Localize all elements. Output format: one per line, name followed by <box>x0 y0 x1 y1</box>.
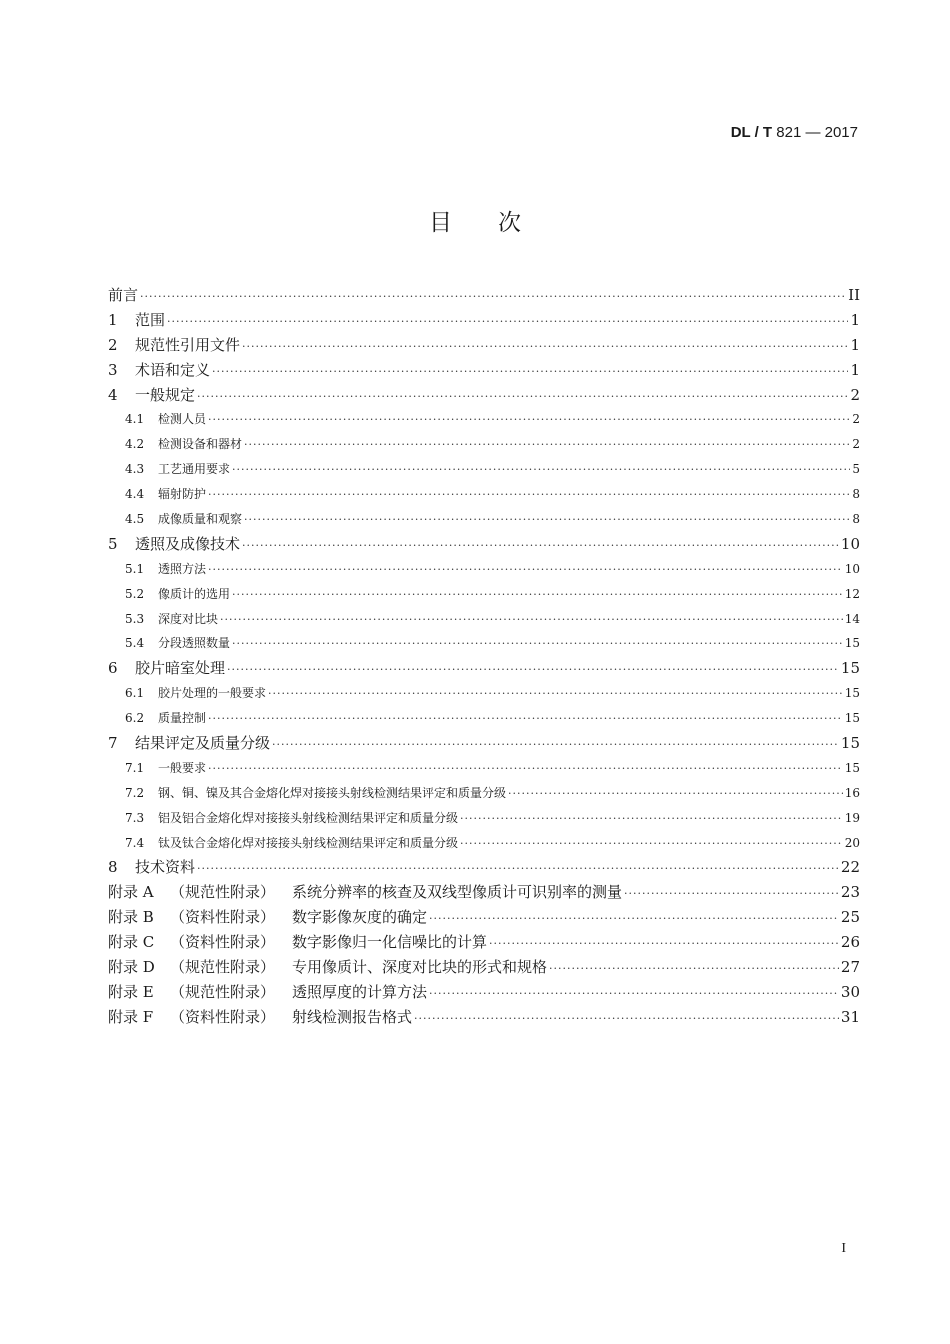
toc-page-number: 15 <box>840 734 860 753</box>
toc-dot-leader <box>508 782 843 807</box>
toc-entry-title: 铝及铝合金熔化焊对接接头射线检测结果评定和质量分级 <box>158 810 459 825</box>
toc-entry-number: 附录 B <box>108 908 154 927</box>
toc-dot-leader <box>232 458 850 483</box>
page-title: 目次 <box>429 210 567 236</box>
toc-entry-number: 6.1 <box>125 686 145 701</box>
toc-page-number: 2 <box>852 437 860 452</box>
toc-entry-title: 工艺通用要求 <box>158 462 231 477</box>
toc-dot-leader <box>549 957 839 982</box>
toc-entry-title: 像质计的选用 <box>158 586 231 601</box>
toc-entry-title: 规范性引用文件 <box>135 335 241 354</box>
toc-entry-number: 4.4 <box>125 487 145 502</box>
toc-entry-title: 深度对比块 <box>158 611 219 626</box>
toc-dot-leader <box>232 583 843 608</box>
toc-entry-number: 4.5 <box>125 512 145 527</box>
toc-entry <box>108 781 860 806</box>
toc-page-number: 1 <box>850 310 860 329</box>
toc-entry <box>108 383 860 408</box>
toc-page-number: 2 <box>852 412 860 427</box>
toc-page-number: 5 <box>852 462 860 477</box>
toc-page-number: 20 <box>844 835 860 850</box>
toc-entry <box>108 656 860 681</box>
toc-appendix-type: （资料性附录） <box>170 908 276 927</box>
toc-page-number: 25 <box>840 908 860 927</box>
toc-entry-number: 附录 A <box>108 883 154 902</box>
toc-entry-number: 5 <box>108 534 118 553</box>
toc-entry-title: 透照方法 <box>158 561 207 576</box>
toc-entry <box>108 557 860 582</box>
standard-number: 821 — 2017 <box>776 124 858 141</box>
toc-dot-leader <box>208 408 850 433</box>
toc-appendix-entry <box>108 980 860 1005</box>
toc-dot-leader <box>460 832 843 857</box>
toc-entry <box>108 482 860 507</box>
toc-appendix-entry <box>108 880 860 905</box>
toc-entry-number: 附录 D <box>108 958 155 977</box>
toc-appendix-entry <box>108 955 860 980</box>
toc-page-number: 10 <box>844 561 860 576</box>
toc-dot-leader <box>208 707 843 732</box>
toc-entry-title: 范围 <box>135 310 166 329</box>
toc-appendix-entry <box>108 1005 860 1030</box>
toc-entry-number: 7.4 <box>125 835 145 850</box>
toc-entry-number: 8 <box>108 858 118 877</box>
toc-entry-number: 4.1 <box>125 412 145 427</box>
toc-entry-number: 4.2 <box>125 437 145 452</box>
toc-entry-title: 辐射防护 <box>158 487 207 502</box>
toc-page-number: 15 <box>844 686 860 701</box>
toc-entry-title: 前言 <box>108 286 139 304</box>
toc-entry-title: 数字影像归一化信噪比的计算 <box>292 933 488 952</box>
toc-page-number: 22 <box>840 858 860 877</box>
toc-page-number: 14 <box>844 611 860 626</box>
toc-entry-number: 4.3 <box>125 462 145 477</box>
table-of-contents <box>108 283 860 1030</box>
toc-appendix-type: （规范性附录） <box>170 883 276 902</box>
toc-page-number: 19 <box>844 810 860 825</box>
toc-dot-leader <box>208 757 843 782</box>
standard-prefix: DL / T <box>730 124 773 141</box>
toc-page-number: 31 <box>840 1007 860 1026</box>
toc-page-number: 1 <box>850 360 860 379</box>
toc-page-number: 12 <box>844 586 860 601</box>
footer-page-number: I <box>841 1241 846 1256</box>
toc-entry <box>108 706 860 731</box>
toc-dot-leader <box>208 483 850 508</box>
toc-dot-leader <box>242 534 839 559</box>
toc-dot-leader <box>489 932 839 957</box>
toc-entry <box>108 731 860 756</box>
toc-entry-number: 7 <box>108 734 118 753</box>
toc-page-number: 1 <box>850 335 860 354</box>
toc-entry-title: 数字影像灰度的确定 <box>292 908 428 927</box>
standard-code <box>731 124 858 141</box>
toc-entry-number: 7.3 <box>125 810 145 825</box>
toc-dot-leader <box>242 335 848 360</box>
toc-page-number: 16 <box>844 785 860 800</box>
toc-appendix-entry <box>108 930 860 955</box>
toc-page-number: II <box>848 286 860 304</box>
toc-entry <box>108 855 860 880</box>
toc-entry <box>108 607 860 632</box>
toc-entry-number: 附录 E <box>108 982 154 1001</box>
toc-entry-title: 分段透照数量 <box>158 636 231 651</box>
toc-entry-title: 检测设备和器材 <box>158 437 243 452</box>
toc-page-number: 26 <box>840 933 860 952</box>
toc-dot-leader <box>140 285 846 310</box>
toc-entry-title: 检测人员 <box>158 412 207 427</box>
toc-entry <box>108 333 860 358</box>
toc-entry-title: 系统分辨率的核查及双线型像质计可识别率的测量 <box>292 883 623 902</box>
toc-entry-number: 7.2 <box>125 785 145 800</box>
toc-page-number: 30 <box>840 982 860 1001</box>
toc-dot-leader <box>272 733 839 758</box>
toc-entry-title: 钢、铜、镍及其合金熔化焊对接接头射线检测结果评定和质量分级 <box>158 785 507 800</box>
toc-dot-leader <box>429 907 839 932</box>
toc-dot-leader <box>244 508 850 533</box>
toc-page-number: 2 <box>850 385 860 404</box>
toc-entry-title: 专用像质计、深度对比块的形式和规格 <box>292 958 548 977</box>
toc-dot-leader <box>429 982 839 1007</box>
toc-entry-number: 5.2 <box>125 586 145 601</box>
toc-entry <box>108 432 860 457</box>
toc-dot-leader <box>197 385 848 410</box>
toc-entry <box>108 631 860 656</box>
toc-dot-leader <box>268 682 843 707</box>
toc-entry <box>108 831 860 856</box>
toc-page-number: 8 <box>852 487 860 502</box>
toc-entry <box>108 407 860 432</box>
toc-entry-number: 3 <box>108 360 118 379</box>
toc-entry <box>108 756 860 781</box>
toc-dot-leader <box>244 433 850 458</box>
toc-entry <box>108 507 860 532</box>
toc-dot-leader <box>212 360 848 385</box>
toc-page-number: 23 <box>840 883 860 902</box>
toc-entry-number: 5.3 <box>125 611 145 626</box>
toc-entry-number: 4 <box>108 385 118 404</box>
toc-entry-number: 7.1 <box>125 760 145 775</box>
toc-page-number: 15 <box>844 636 860 651</box>
toc-entry-title: 一般要求 <box>158 760 207 775</box>
toc-entry <box>108 358 860 383</box>
toc-entry-number: 6.2 <box>125 711 145 726</box>
toc-entry <box>108 681 860 706</box>
toc-entry-number: 附录 C <box>108 933 155 952</box>
toc-entry <box>108 283 860 308</box>
toc-page-number: 8 <box>852 512 860 527</box>
toc-dot-leader <box>227 658 839 683</box>
toc-appendix-type: （资料性附录） <box>170 933 276 952</box>
toc-entry-title: 技术资料 <box>135 858 196 877</box>
toc-entry-title: 射线检测报告格式 <box>292 1007 413 1026</box>
toc-dot-leader <box>167 310 848 335</box>
toc-entry-title: 钛及钛合金熔化焊对接接头射线检测结果评定和质量分级 <box>158 835 459 850</box>
toc-entry-title: 一般规定 <box>135 385 196 404</box>
toc-entry-title: 透照及成像技术 <box>135 534 241 553</box>
toc-entry-title: 质量控制 <box>158 711 207 726</box>
toc-entry-title: 透照厚度的计算方法 <box>292 982 428 1001</box>
toc-entry <box>108 308 860 333</box>
toc-page-number: 15 <box>840 659 860 678</box>
toc-dot-leader <box>414 1007 839 1032</box>
toc-dot-leader <box>460 807 843 832</box>
toc-entry <box>108 582 860 607</box>
toc-entry <box>108 457 860 482</box>
toc-entry-title: 胶片暗室处理 <box>135 659 226 678</box>
toc-page-number: 27 <box>840 958 860 977</box>
toc-dot-leader <box>197 857 839 882</box>
toc-entry <box>108 532 860 557</box>
toc-appendix-type: （规范性附录） <box>170 958 276 977</box>
toc-entry-number: 附录 F <box>108 1007 154 1026</box>
toc-entry-title: 成像质量和观察 <box>158 512 243 527</box>
toc-page-number: 15 <box>844 760 860 775</box>
toc-entry-number: 6 <box>108 659 118 678</box>
toc-entry <box>108 806 860 831</box>
toc-entry-number: 5.4 <box>125 636 145 651</box>
toc-dot-leader <box>220 608 843 633</box>
toc-dot-leader <box>624 882 839 907</box>
toc-entry-title: 术语和定义 <box>135 360 211 379</box>
toc-appendix-entry <box>108 905 860 930</box>
toc-entry-number: 5.1 <box>125 561 145 576</box>
toc-dot-leader <box>208 558 843 583</box>
toc-dot-leader <box>232 632 843 657</box>
toc-entry-number: 2 <box>108 335 118 354</box>
toc-appendix-type: （规范性附录） <box>170 982 276 1001</box>
toc-appendix-type: （资料性附录） <box>170 1007 276 1026</box>
toc-page-number: 10 <box>840 534 860 553</box>
toc-entry-number: 1 <box>108 310 118 329</box>
toc-page-number: 15 <box>844 711 860 726</box>
toc-entry-title: 结果评定及质量分级 <box>135 734 271 753</box>
toc-entry-title: 胶片处理的一般要求 <box>158 686 267 701</box>
